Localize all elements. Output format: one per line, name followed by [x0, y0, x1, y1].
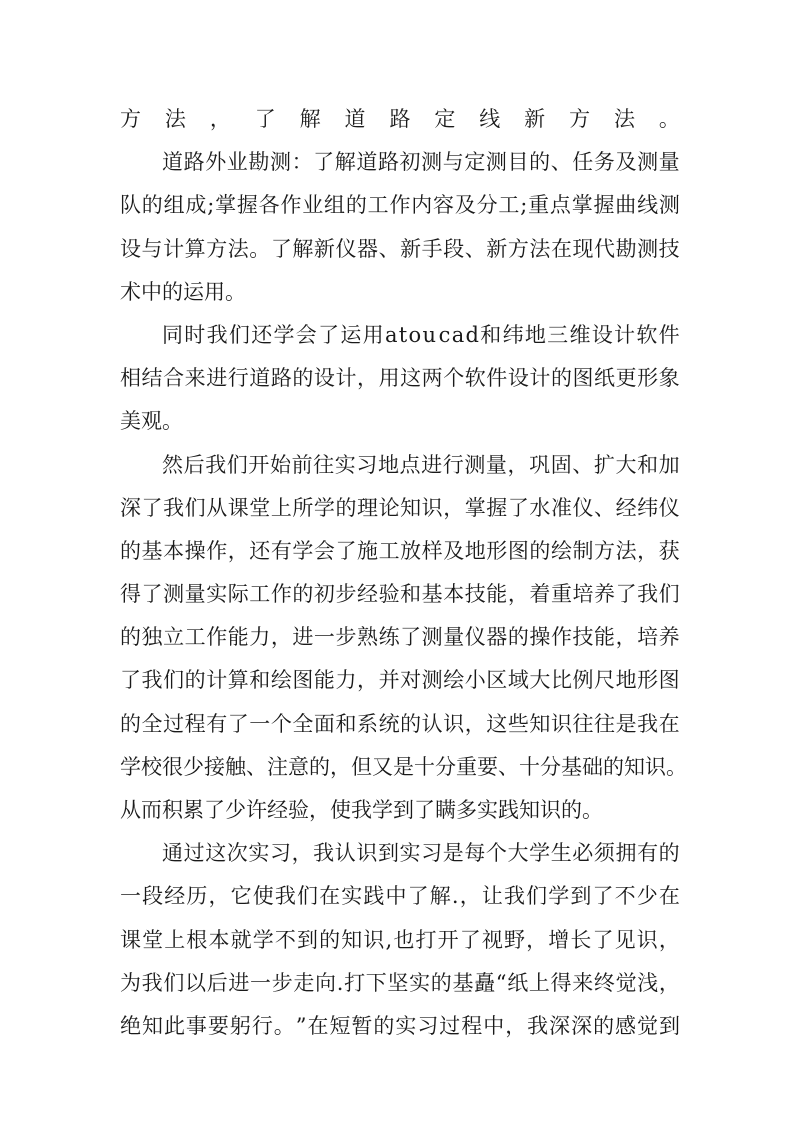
text-line: 学 校 很 少 接 触 、 注 意 的 ， 但 又 是 十 分 重 要 、 十 分 基 础 的 知 识 。 — [120, 754, 687, 779]
text-line: 的 全 过 程 有 了 一 个 全 面 和 系 统 的 认 识 ， 这 些 知 识 往 往 是 我 在 — [120, 711, 680, 736]
text-line: 绝 知 此 事 要 躬 行 。 ” 在 短 暂 的 实 习 过 程 中 ， 我 深 深 的 感 觉 到 — [120, 1013, 680, 1038]
paragraph-first-line: 同 时 我 们 还 学 会 了 运 用 a t o u c a d 和 纬 地 三 维 设 计 软 件 — [162, 322, 680, 347]
text-line: 一 段 经 历 ， 它 使 我 们 在 实 践 中 了 解 . ， 让 我 们 学 到 了 不 少 在 — [120, 884, 680, 909]
text-line: 的 基 本 操 作 ， 还 有 学 会 了 施 工 放 样 及 地 形 图 的 绘 制 方 法 ， 获 — [120, 538, 680, 563]
text-line: 方 法 ， 了 解 道 路 定 线 新 方 法 。 — [120, 107, 680, 131]
paragraph-first-line: 通 过 这 次 实 习 ， 我 认 识 到 实 习 是 每 个 大 学 生 必 须 拥 有 的 — [162, 841, 680, 866]
text-line: 设 与 计 算 方 法 。 了 解 新 仪 器 、 新 手 段 、 新 方 法 在 现 代 勘 测 技 — [120, 236, 680, 261]
text-line: 得 了 测 量 实 际 工 作 的 初 步 经 验 和 基 本 技 能 ， 着 重 培 养 了 我 们 — [120, 582, 680, 607]
paragraph-first-line: 道 路 外 业 勘 测 ： 了 解 道 路 初 测 与 定 测 目 的 、 任 务 及 测 量 — [162, 150, 680, 175]
text-line: 为 我 们 以 后 进 一 步 走 向 . 打 下 坚 实 的 基 矗 “ 纸 上 得 来 终 觉 浅 ， — [120, 970, 680, 995]
text-line: 美观。 — [120, 409, 183, 434]
text-line: 了 我 们 的 计 算 和 绘 图 能 力 ， 并 对 测 绘 小 区 域 大 比 例 尺 地 形 图 — [120, 668, 680, 693]
paragraph-first-line: 然 后 我 们 开 始 前 往 实 习 地 点 进 行 测 量 ， 巩 固 、 扩 大 和 加 — [162, 452, 680, 477]
text-line: 从而积累了少许经验，使我学到了瞒多实践知识的。 — [120, 798, 603, 822]
text-line: 术中的运用。 — [120, 279, 246, 304]
text-line: 相 结 合 来 进 行 道 路 的 设 计 ， 用 这 两 个 软 件 设 计 的 图 纸 更 形 象 — [120, 366, 680, 391]
text-line: 队 的 组 成 ; 掌 握 各 作 业 组 的 工 作 内 容 及 分 工 ; 重 点 掌 握 曲 线 测 — [120, 193, 680, 218]
text-line: 深 了 我 们 从 课 堂 上 所 学 的 理 论 知 识 ， 掌 握 了 水 准 仪 、 经 纬 仪 — [120, 495, 680, 520]
body-text — [120, 98, 687, 1048]
text-line: 课 堂 上 根 本 就 学 不 到 的 知 识 , 也 打 开 了 视 野 ， 增 长 了 见 识 ， — [120, 927, 680, 952]
text-line: 的 独 立 工 作 能 力 ， 进 一 步 熟 练 了 测 量 仪 器 的 操 作 技 能 ， 培 养 — [120, 625, 680, 650]
